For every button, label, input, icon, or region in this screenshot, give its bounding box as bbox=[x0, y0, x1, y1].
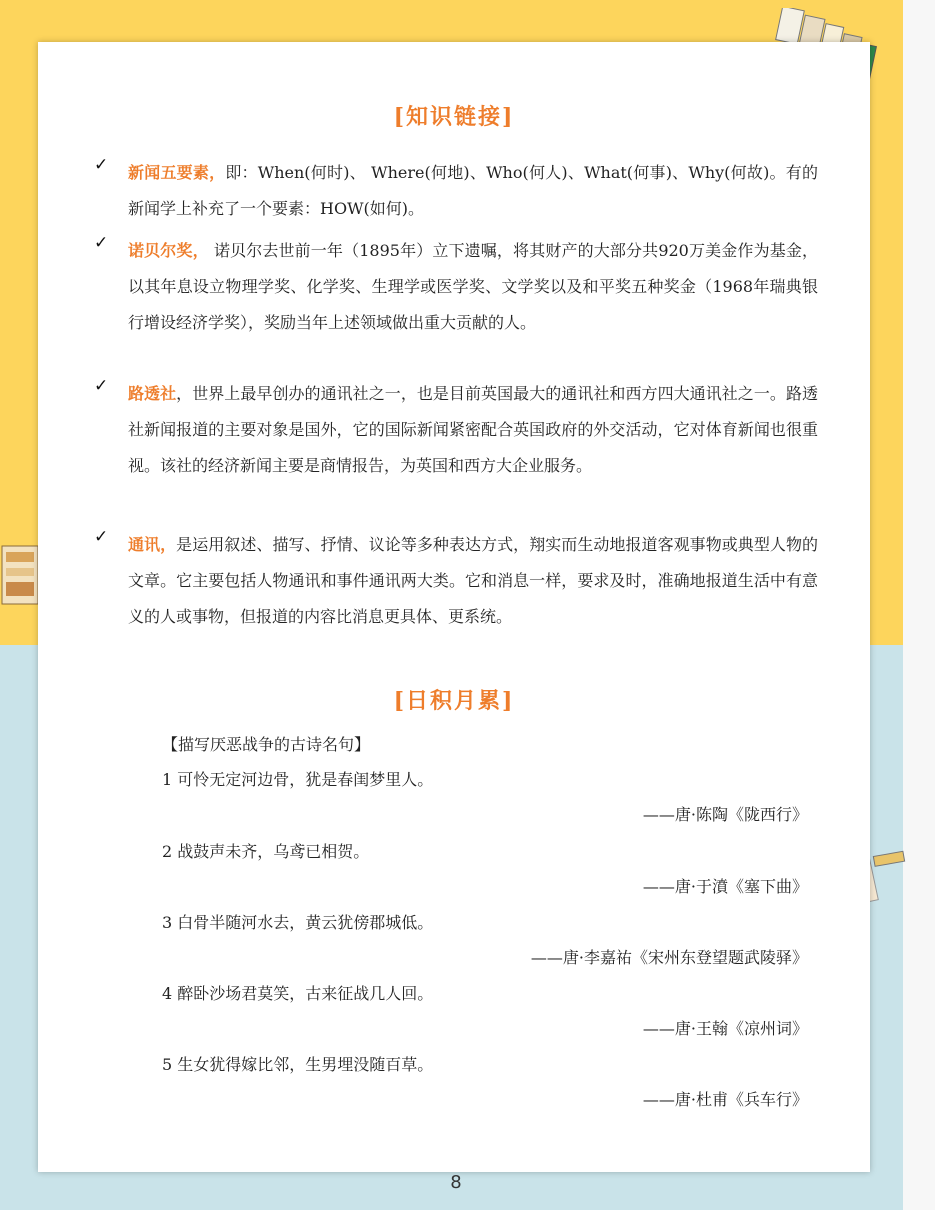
term-label: 新闻五要素， bbox=[128, 163, 226, 182]
check-icon: ✓ bbox=[94, 376, 109, 396]
section-title-knowledge: [知识链接] bbox=[393, 104, 515, 130]
list-item-news-report bbox=[94, 527, 818, 635]
poem-source: ——唐·于濆《塞下曲》 bbox=[642, 877, 808, 896]
document-page bbox=[38, 42, 870, 1172]
list-item-news-elements bbox=[94, 155, 818, 227]
term-description: 是运用叙述、描写、抒情、议论等多种表达方式，翔实而生动地报道客观事物或典型人物的文章。它主要包括人物通讯和事件通讯两大类。它和消息一样，要求及时，准确地报道生活中有意义的人或事物，但报道的内容比消息更具体、更系统。 bbox=[128, 535, 818, 626]
term-description: 诺贝尔去世前一年（1895年）立下遗嘱，将其财产的大部分共920万美金作为基金，以其年息设立物理学奖、化学奖、生理学或医学奖、文学奖以及和平奖五种奖金（1968年瑞典银行增设经济学奖），奖励当年上述领域做出重大贡献的人。 bbox=[128, 241, 818, 332]
background-right-strip bbox=[903, 0, 935, 1210]
term-description: 即：When(何时)、 Where(何地)、Who(何人)、What(何事)、Why(何故)。有的新闻学上补充了一个要素：HOW(如何)。 bbox=[128, 163, 818, 218]
poem-line: 1 可怜无定河边骨，犹是春闺梦里人。 bbox=[162, 770, 434, 789]
poem-section-title: 【描写厌恶战争的古诗名句】 bbox=[162, 735, 371, 754]
check-icon: ✓ bbox=[94, 527, 109, 547]
list-item-reuters bbox=[94, 376, 818, 484]
poem-line: 5 生女犹得嫁比邻，生男埋没随百草。 bbox=[162, 1055, 434, 1074]
term-label: 通讯， bbox=[128, 535, 177, 554]
section-title-daily: [日积月累] bbox=[393, 688, 515, 714]
poem-source: ——唐·陈陶《陇西行》 bbox=[642, 805, 808, 824]
check-icon: ✓ bbox=[94, 155, 109, 175]
check-icon: ✓ bbox=[94, 233, 109, 253]
poem-line: 4 醉卧沙场君莫笑，古来征战几人回。 bbox=[162, 984, 434, 1003]
poem-line: 3 白骨半随河水去，黄云犹傍郡城低。 bbox=[162, 913, 434, 932]
term-label: 路透社 bbox=[128, 384, 177, 403]
list-item-nobel-prize bbox=[94, 233, 818, 341]
poem-source: ——唐·李嘉祐《宋州东登望题武陵驿》 bbox=[530, 948, 808, 967]
poem-source: ——唐·杜甫《兵车行》 bbox=[642, 1090, 808, 1109]
term-label: 诺贝尔奖， bbox=[128, 241, 209, 260]
poem-source: ——唐·王翰《凉州词》 bbox=[642, 1019, 808, 1038]
page-number: 8 bbox=[450, 1172, 462, 1193]
poem-line: 2 战鼓声未齐，乌鸢已相贺。 bbox=[162, 842, 370, 861]
term-description: ，世界上最早创办的通讯社之一，也是目前英国最大的通讯社和西方四大通讯社之一。路透社新闻报道的主要对象是国外，它的国际新闻紧密配合英国政府的外交活动，它对体育新闻也很重视。该社的经济新闻主要是商情报告，为英国和西方大企业服务。 bbox=[128, 384, 818, 475]
